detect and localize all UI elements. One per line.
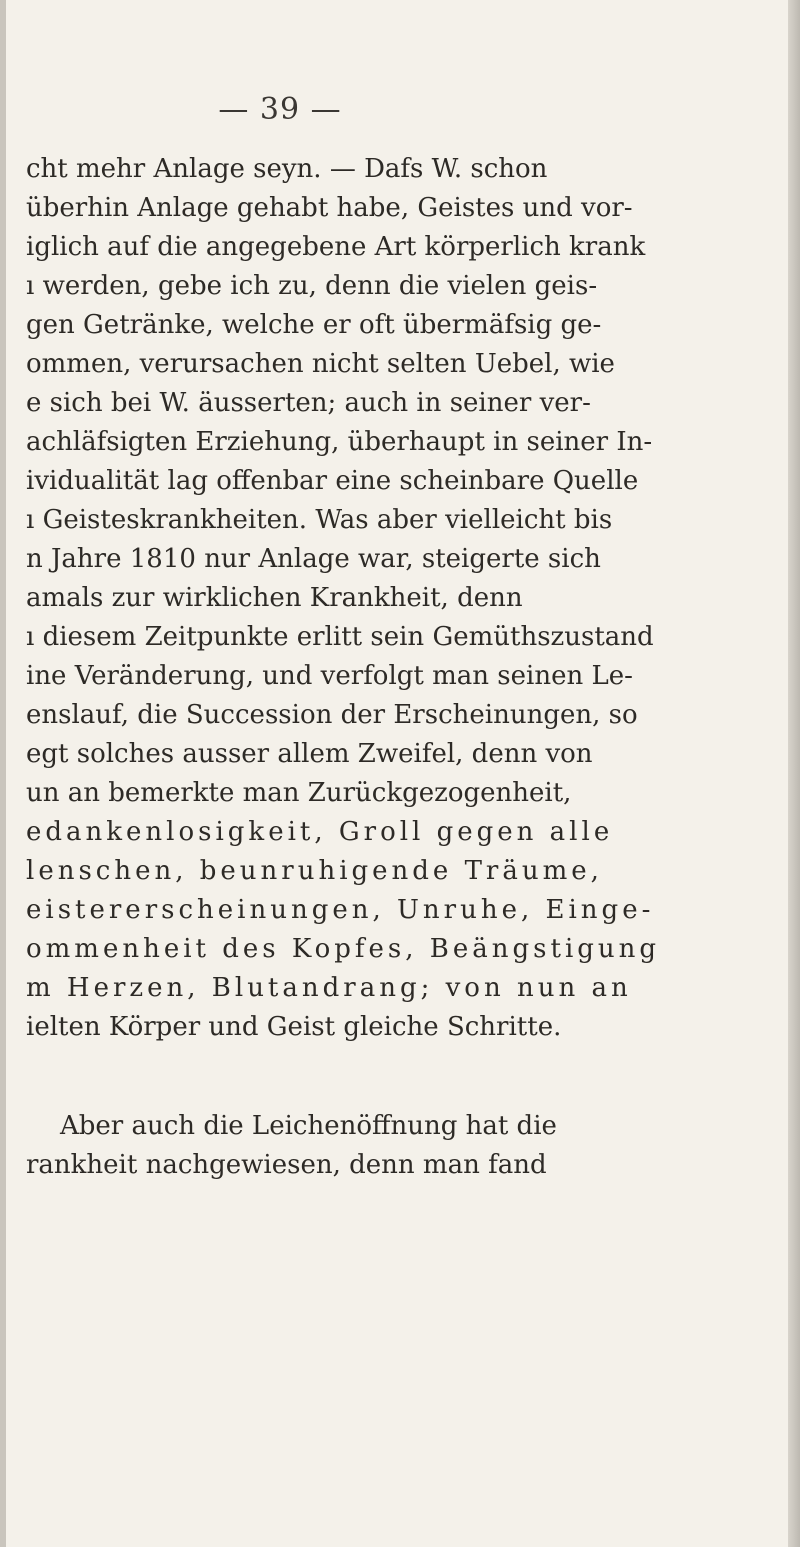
text-line: enslauf, die Succession der Erscheinungen, so bbox=[26, 700, 638, 730]
text-line: ine Veränderung, und verfolgt man seinen Le- bbox=[26, 661, 633, 691]
text-line: lenschen, beunruhigende Träume, bbox=[26, 856, 603, 886]
text-line: e sich bei W. äusserten; auch in seiner ver- bbox=[26, 388, 591, 418]
text-line: ı diesem Zeitpunkte erlitt sein Gemüthszustand bbox=[26, 622, 654, 652]
text-line: ı werden, gebe ich zu, denn die vielen geis- bbox=[26, 271, 598, 301]
text-line: ielten Körper und Geist gleiche Schritte. bbox=[26, 1012, 562, 1042]
text-line: rankheit nachgewiesen, denn man fand bbox=[26, 1150, 547, 1180]
paragraph-gap bbox=[26, 1047, 766, 1107]
text-line: n Jahre 1810 nur Anlage war, steigerte sich bbox=[26, 544, 601, 574]
page-right-edge bbox=[788, 0, 800, 1547]
text-line: iglich auf die angegebene Art körperlich krank bbox=[26, 232, 646, 262]
text-line: ommen, verursachen nicht selten Uebel, wie bbox=[26, 349, 615, 379]
text-line: ividualität lag offenbar eine scheinbare Quelle bbox=[26, 466, 639, 496]
text-line: egt solches ausser allem Zweifel, denn von bbox=[26, 739, 593, 769]
text-line: eistererscheinungen, Unruhe, Einge- bbox=[26, 895, 655, 925]
text-line: gen Getränke, welche er oft übermäfsig ge- bbox=[26, 310, 602, 340]
text-line: m Herzen, Blutandrang; von nun an bbox=[26, 973, 632, 1003]
text-line: cht mehr Anlage seyn. — Dafs W. schon bbox=[26, 154, 548, 184]
body-text bbox=[26, 150, 766, 1185]
text-line: amals zur wirklichen Krankheit, denn bbox=[26, 583, 523, 613]
text-line: überhin Anlage gehabt habe, Geistes und vor- bbox=[26, 193, 633, 223]
text-line: ı Geisteskrankheiten. Was aber vielleicht bis bbox=[26, 505, 613, 535]
text-line: Aber auch die Leichenöffnung hat die bbox=[60, 1111, 557, 1141]
text-line: ommenheit des Kopfes, Beängstigung bbox=[26, 934, 661, 964]
text-line: un an bemerkte man Zurückgezogenheit, bbox=[26, 778, 572, 808]
page-left-edge bbox=[0, 0, 6, 1547]
page-number: — 39 — bbox=[218, 92, 342, 127]
paragraph bbox=[26, 150, 766, 1047]
text-line: edankenlosigkeit, Groll gegen alle bbox=[26, 817, 614, 847]
text-line: achläfsigten Erziehung, überhaupt in seiner In- bbox=[26, 427, 653, 457]
paragraph bbox=[26, 1107, 766, 1185]
